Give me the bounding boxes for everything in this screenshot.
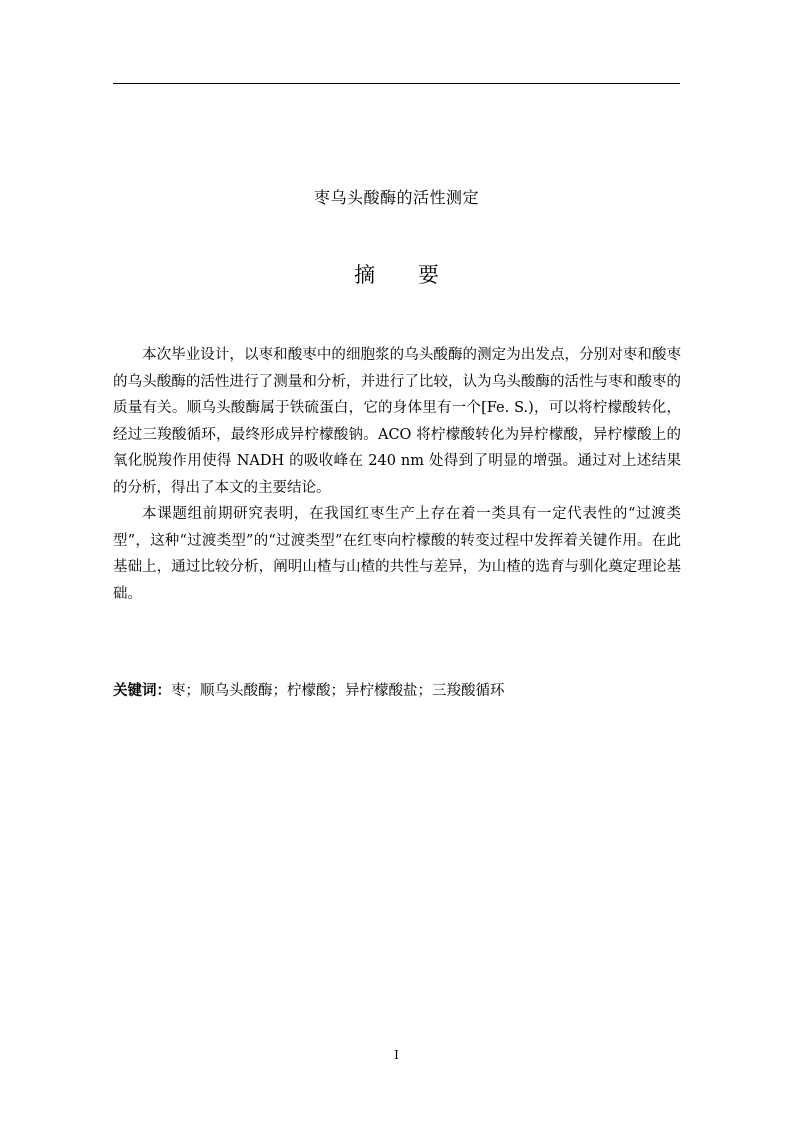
- header-rule: [113, 83, 680, 84]
- document-title: 枣乌头酸酶的活性测定: [313, 188, 479, 207]
- page-number: I: [394, 1048, 399, 1062]
- keywords-label: 关键词：: [113, 683, 171, 699]
- abstract-heading: 摘 要: [354, 263, 457, 287]
- keywords-line: [113, 680, 681, 702]
- abstract-body: [113, 342, 681, 607]
- abstract-paragraph-1: 本次毕业设计，以枣和酸枣中的细胞浆的乌头酸酶的测定为出发点，分别对枣和酸枣的乌头酸酶的活性进行了测量和分析，并进行了比较，认为乌头酸酶的活性与枣和酸枣的质量有关。顺乌头酸酶属于铁硫蛋白，它的身体里有一个[Fe. S.)，可以将柠檬酸转化，经过三羧酸循环，最终形成异柠檬酸钠。ACO 将柠檬酸转化为异柠檬酸，异柠檬酸上的氧化脱羧作用使得 NADH 的吸收峰在 240 nm 处得到了明显的增强。通过对上述结果的分析，得出了本文的主要结论。: [113, 347, 681, 496]
- keywords-list: 枣；顺乌头酸酶；柠檬酸；异柠檬酸盐；三羧酸循环: [171, 683, 505, 699]
- abstract-paragraph-2: 本课题组前期研究表明，在我国红枣生产上存在着一类具有一定代表性的“过渡类型”，这种“过渡类型”的“过渡类型”在红枣向柠檬酸的转变过程中发挥着关键作用。在此基础上，通过比较分析，阐明山楂与山楂的共性与差异，为山楂的选育与驯化奠定理论基础。: [113, 506, 681, 602]
